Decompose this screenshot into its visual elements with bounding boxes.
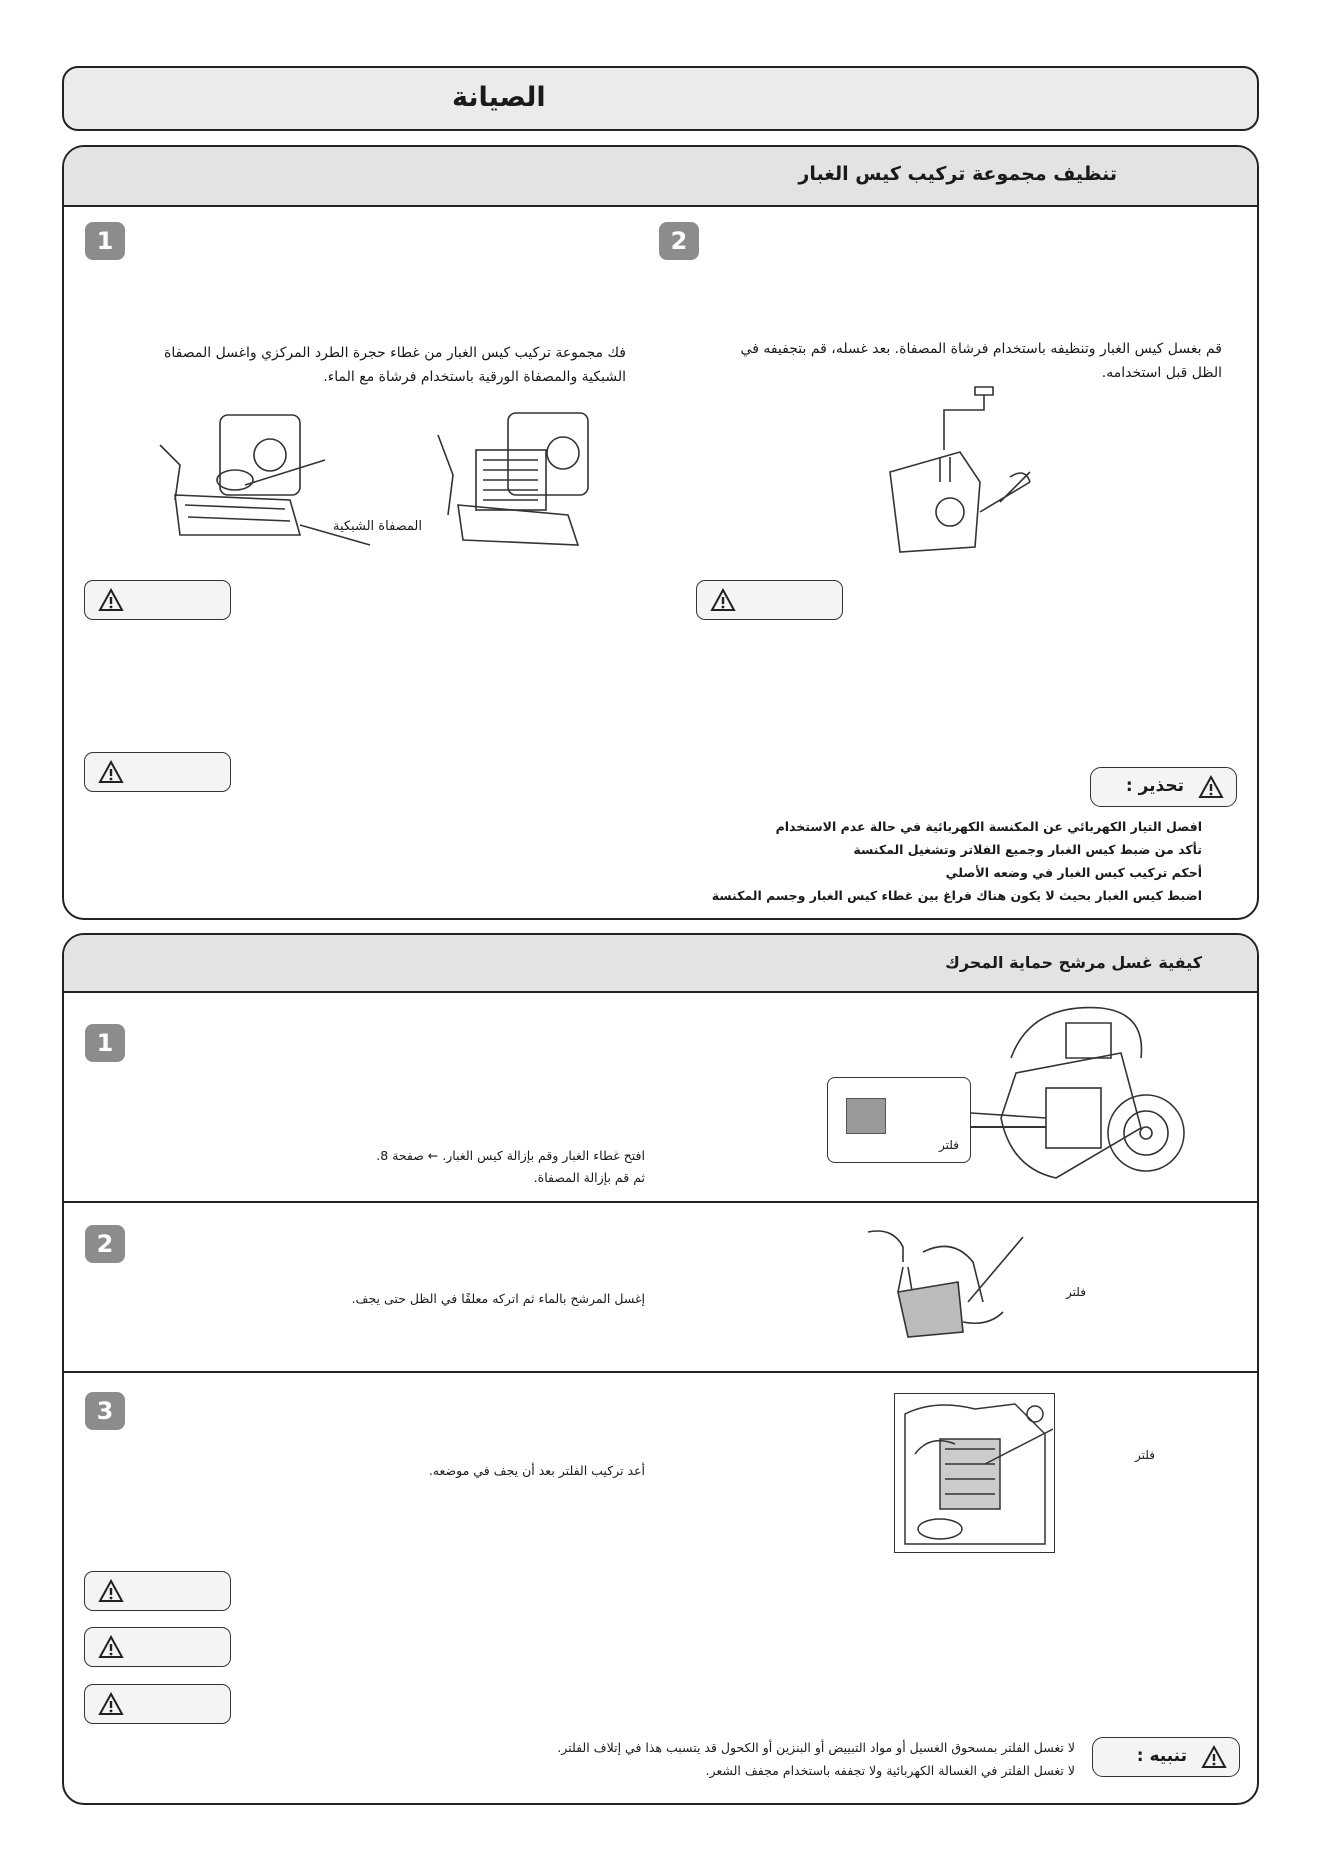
- warning-item: اضبط كيس الغبار بحيث لا يكون هناك فراغ بين غطاء كيس الغبار وجسم المكنسة: [711, 888, 1202, 903]
- dust-bag-washing-illustration: [880, 382, 1035, 562]
- warning-triangle-icon: [98, 1579, 124, 1603]
- warning-item: أحكم تركيب كيس الغبار في وضعه الأصلي: [945, 865, 1202, 880]
- filter-label: فلتر: [1066, 1285, 1086, 1299]
- caution-line-1: لا تغسل الفلتر بمسحوق الغسيل أو مواد التبييض أو البنزين أو الكحول قد يتسبب هذا في إتلاف الفلتر.: [557, 1740, 1075, 1755]
- filter-callout-box: [827, 1077, 971, 1163]
- warning-box: [696, 580, 843, 620]
- warning-triangle-icon: [710, 588, 736, 612]
- warning-list: [640, 815, 1202, 907]
- filter-install-image-frame: [894, 1393, 1055, 1553]
- motor-step-1-text-line-2: ثم قم بإزالة المصفاة.: [533, 1170, 645, 1185]
- step-1-badge: 1: [85, 1024, 125, 1062]
- warning-triangle-icon: [1201, 1745, 1227, 1769]
- caution-label-box: [1092, 1737, 1240, 1777]
- mesh-filter-label: المصفاة الشبكية: [333, 519, 423, 534]
- warning-box: [84, 752, 231, 792]
- section-heading: كيفية غسل مرشح حماية المحرك: [945, 953, 1202, 972]
- warning-triangle-icon: [98, 588, 124, 612]
- step-1-text-line-2: الشبكية والمصفاة الورقية باستخدام فرشاة مع الماء.: [323, 369, 626, 385]
- filter-install-illustration: [895, 1394, 1053, 1551]
- section-heading-bar: [64, 935, 1257, 993]
- dust-bag-disassembly-illustration: [150, 405, 450, 565]
- warning-triangle-icon: [98, 1635, 124, 1659]
- vacuum-open-illustration: [971, 998, 1186, 1193]
- warning-triangle-icon: [98, 760, 124, 784]
- step-2-text-line-2: الظل قبل استخدامه.: [1101, 365, 1222, 381]
- warning-box: [84, 1627, 231, 1667]
- section-heading: تنظيف مجموعة تركيب كيس الغبار: [798, 163, 1117, 185]
- step-divider: [63, 1371, 1258, 1373]
- mesh-filter-illustration: [428, 405, 628, 565]
- step-divider: [63, 1201, 1258, 1203]
- filter-swatch: [846, 1098, 886, 1134]
- step-2-badge: 2: [659, 222, 699, 260]
- page-title-bar: [62, 66, 1259, 131]
- caution-label: تنبيه :: [1136, 1746, 1187, 1766]
- warning-label-box: [1090, 767, 1237, 807]
- step-2-badge: 2: [85, 1225, 125, 1263]
- warning-box: [84, 580, 231, 620]
- step-1-text-line-1: فك مجموعة تركيب كيس الغبار من غطاء حجرة الطرد المركزي واغسل المصفاة: [164, 345, 626, 361]
- motor-step-2-instructions: إغسل المرشح بالماء ثم اتركه معلقًا في الظل حتى يجف.: [351, 1291, 645, 1306]
- step-2-instructions: [740, 337, 1222, 385]
- step-2-text-line-1: قم بغسل كيس الغبار وتنظيفه باستخدام فرشاة المصفاة. بعد غسله، قم بتجفيفه في: [740, 341, 1222, 357]
- step-1-instructions: [150, 341, 626, 389]
- step-1-badge: 1: [85, 222, 125, 260]
- caution-text: [480, 1736, 1075, 1782]
- page-title: الصيانة: [452, 82, 546, 113]
- motor-step-1-instructions: [300, 1145, 645, 1189]
- motor-step-3-instructions: أعد تركيب الفلتر بعد أن يجف في موضعه.: [428, 1463, 645, 1478]
- filter-label: فلتر: [1135, 1448, 1155, 1462]
- warning-item: افصل التيار الكهربائي عن المكنسة الكهربائية في حالة عدم الاستخدام: [775, 819, 1202, 834]
- filter-washing-illustration: [863, 1222, 1028, 1352]
- warning-triangle-icon: [98, 1692, 124, 1716]
- warning-label: تحذير :: [1125, 776, 1184, 796]
- warning-box: [84, 1684, 231, 1724]
- warning-triangle-icon: [1198, 775, 1224, 799]
- filter-callout-line: [971, 1126, 1046, 1128]
- warning-box: [84, 1571, 231, 1611]
- filter-label: فلتر: [939, 1138, 959, 1152]
- step-3-badge: 3: [85, 1392, 125, 1430]
- section-heading-bar: [64, 147, 1257, 207]
- motor-step-1-text-line-1: افتح غطاء الغبار وقم بإزالة كيس الغبار. ← صفحة 8.: [376, 1148, 645, 1163]
- caution-line-2: لا تغسل الفلتر في الغسالة الكهربائية ولا تجففه باستخدام مجفف الشعر.: [705, 1763, 1075, 1778]
- warning-item: تأكد من ضبط كيس الغبار وجميع الفلاتر وتشغيل المكنسة: [853, 842, 1202, 857]
